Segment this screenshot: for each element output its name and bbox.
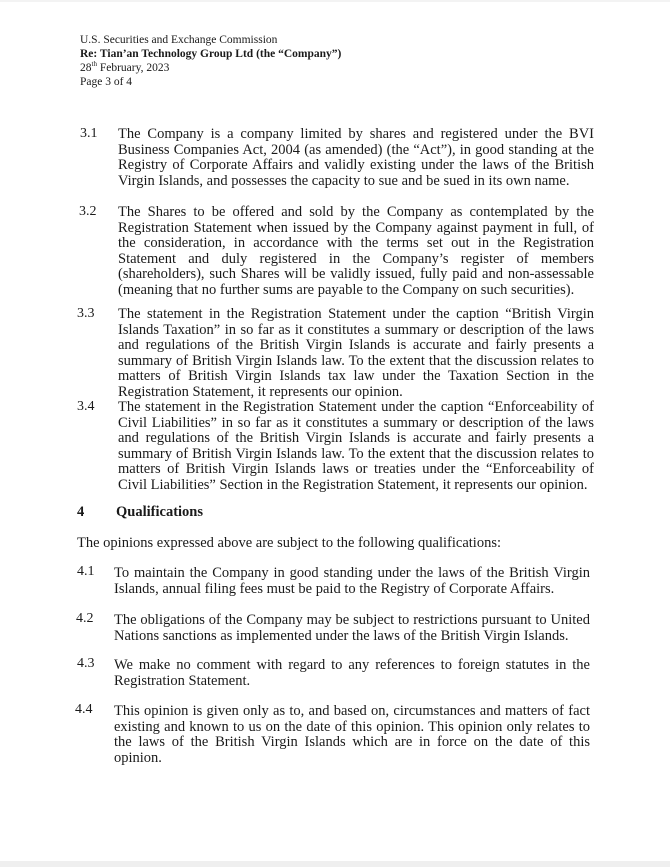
paragraph-number: 3.3 [77, 306, 95, 321]
subject-line: Re: Tian’an Technology Group Ltd (the “Company”) [80, 48, 342, 60]
page-number: Page 3 of 4 [80, 76, 133, 88]
recipient-line: U.S. Securities and Exchange Commission [80, 34, 278, 46]
paragraph-number: 4.4 [75, 702, 93, 717]
paragraph-4-4: This opinion is given only as to, and based on, circumstances and matters of fact existing and known to us on the date of this opinion. This opinion only relates to the laws of the British Virgin Islands which are in force on the date of this opinion. [114, 703, 590, 766]
section-title: Qualifications [116, 504, 204, 520]
paragraph-number: 4.1 [77, 564, 95, 579]
date-suffix: th [91, 60, 97, 69]
paragraph-4-2: The obligations of the Company may be subject to restrictions pursuant to United Nations sanctions as implemented under the laws of the British Virgin Islands. [114, 612, 590, 644]
paragraph-3-3: The statement in the Registration Statement under the caption “British Virgin Islands Taxation” in so far as it constitutes a summary or description of the laws and regulations of the British Virgin Islands is accurate and fairly presents a summary of British Virgin Islands law. To the extent that the discussion relates to matters of British Virgin Islands tax law under the Taxation Section in the Registration Statement, it represents our opinion. [118, 306, 594, 400]
paragraph-3-2: The Shares to be offered and sold by the Company as contemplated by the Registration Statement when issued by the Company against payment in full, of the consideration, in accordance with the terms set out in the Registration Statement and duly registered in the Company’s register of members (shareholders), such Shares will be validly issued, fully paid and non-assessable (meaning that no further sums are payable to the Company on such securities). [118, 204, 594, 298]
date-month-year: February, 2023 [96, 62, 170, 74]
paragraph-4-1: To maintain the Company in good standing under the laws of the British Virgin Islands, annual filing fees must be paid to the Registry of Corporate Affairs. [114, 565, 590, 597]
scan-edge-top [0, 0, 670, 2]
paragraph-number: 4.3 [77, 656, 95, 671]
paragraph-number: 3.4 [77, 399, 95, 414]
paragraph-number: 3.1 [80, 126, 98, 141]
paragraph-number: 4.2 [76, 611, 94, 626]
section-intro: The opinions expressed above are subject to the following qualifications: [77, 535, 502, 551]
date-line [80, 61, 341, 75]
letter-header [80, 33, 341, 89]
section-number: 4 [77, 504, 85, 520]
paragraph-4-3: We make no comment with regard to any references to foreign statutes in the Registration Statement. [114, 657, 590, 689]
date-day: 28 [80, 62, 92, 74]
scan-edge-bottom [0, 861, 670, 867]
paragraph-number: 3.2 [79, 204, 97, 219]
paragraph-3-1: The Company is a company limited by shares and registered under the BVI Business Companies Act, 2004 (as amended) (the “Act”), in good standing at the Registry of Corporate Affairs and validly existing under the laws of the British Virgin Islands, and possesses the capacity to sue and be sued in its own name. [118, 126, 594, 189]
paragraph-3-4: The statement in the Registration Statement under the caption “Enforceability of Civil Liabilities” in so far as it constitutes a summary or description of the laws and regulations of the British Virgin Islands is accurate and fairly presents a summary of British Virgin Islands law. To the extent that the discussion relates to matters of British Virgin Islands laws or treaties under the “Enforceability of Civil Liabilities” Section in the Registration Statement, it represents our opinion. [118, 399, 594, 493]
